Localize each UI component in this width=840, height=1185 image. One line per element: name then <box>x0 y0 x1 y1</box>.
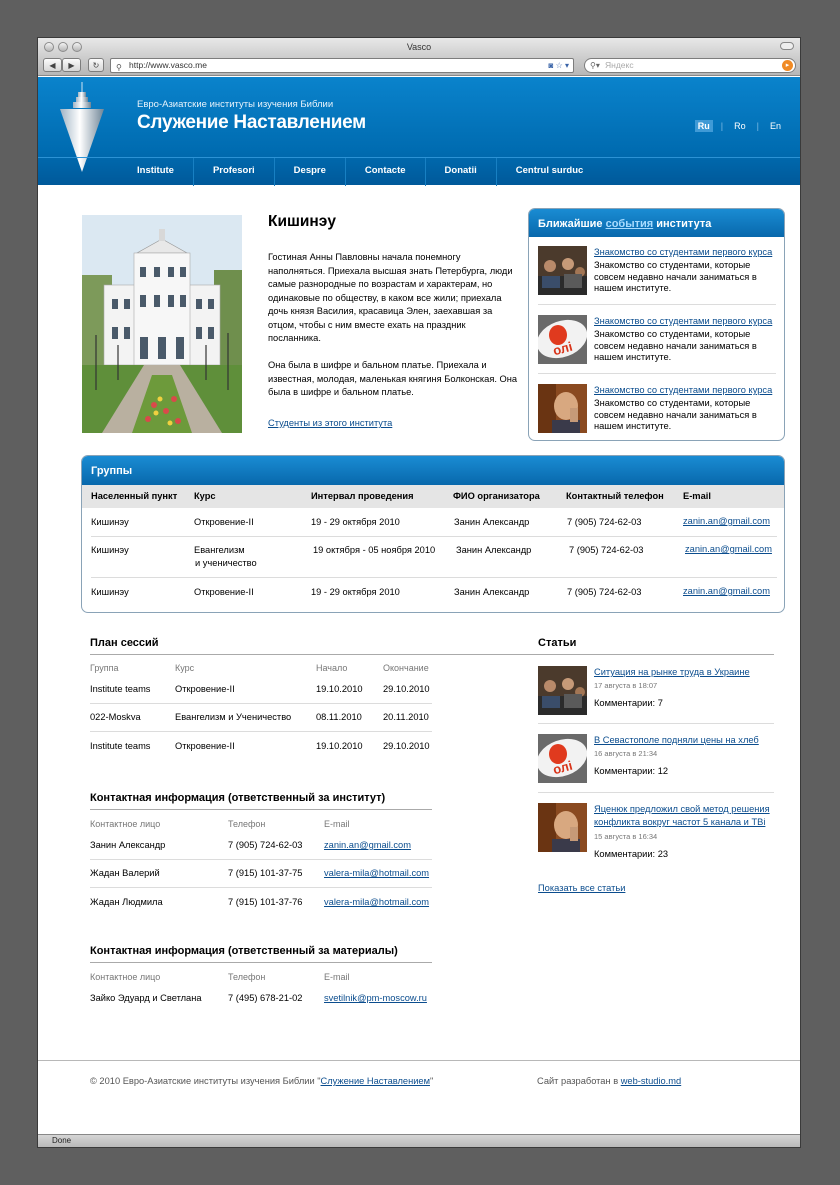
cell-interval: 19 октября - 05 ноября 2010 <box>313 545 436 555</box>
language-switcher <box>695 120 784 132</box>
cell-city: Кишинэу <box>91 587 129 597</box>
column-header: ФИО организатора <box>453 491 540 501</box>
cell-course: и ученичество <box>195 558 257 568</box>
session-course: Откровение-II <box>175 741 235 751</box>
events-panel <box>528 208 785 441</box>
session-course: Откровение-II <box>175 684 235 694</box>
event-title-link[interactable]: Знакомство со студентами первого курса <box>594 385 773 395</box>
conference-photo-icon[interactable] <box>538 666 587 715</box>
lang-separator: | <box>720 121 724 131</box>
nav-item-donatii[interactable]: Donatii <box>426 158 497 186</box>
contact-phone: 7 (915) 101-37-75 <box>228 868 303 878</box>
divider <box>91 536 777 537</box>
bookmark-star-icon[interactable]: ☆ <box>555 61 563 70</box>
column-header: Начало <box>316 663 348 673</box>
divider <box>90 859 432 860</box>
cell-phone: 7 (905) 724-62-03 <box>569 545 644 555</box>
lang-en-link[interactable]: En <box>769 121 781 131</box>
column-header: Телефон <box>228 819 266 829</box>
events-link[interactable]: события <box>605 218 654 230</box>
events-panel-title <box>529 209 784 237</box>
search-placeholder: Яндекс <box>605 60 634 70</box>
students-link[interactable]: Студенты из этого института <box>268 418 393 428</box>
nav-item-contacte[interactable]: Contacte <box>346 158 426 186</box>
developer-link[interactable]: web-studio.md <box>620 1076 682 1086</box>
session-start: 19.10.2010 <box>316 741 363 751</box>
events-title-text: института <box>653 218 712 230</box>
contact-phone: 7 (905) 724-62-03 <box>228 840 303 850</box>
contact-email-link[interactable]: valera-mila@hotmail.com <box>324 868 430 878</box>
cell-email-link[interactable]: zanin.an@gmail.com <box>683 516 770 526</box>
event-description: Знакомство со студентами, которые совсем недавно начали заниматься в нашем институте. <box>594 398 757 431</box>
page-icon: ⚲ <box>116 63 122 72</box>
event-description: Знакомство со студентами, которые совсем недавно начали заниматься в нашем институте. <box>594 329 757 362</box>
forward-arrow-icon: ▶ <box>68 60 75 70</box>
column-header: Группа <box>90 663 119 673</box>
cell-email-link[interactable]: zanin.an@gmail.com <box>683 586 770 596</box>
show-all-articles-link[interactable]: Показать все статьи <box>538 883 626 893</box>
city-paragraph: Она была в шифре и бальном платье. Приехала и известная, молодая, маленькая княгиня Болконская. Она была в шифре и бальном платье. <box>268 360 518 397</box>
institute-building-photo <box>82 215 242 433</box>
article-title-link[interactable]: Ситуация на рынке труда в Украине <box>594 667 750 677</box>
cell-city: Кишинэу <box>91 517 129 527</box>
cell-phone: 7 (905) 724-62-03 <box>567 587 642 597</box>
contact-name: Жадан Валерий <box>90 868 160 878</box>
portrait-photo-icon[interactable] <box>538 803 587 852</box>
event-item <box>538 384 776 438</box>
event-item <box>538 246 776 300</box>
divider <box>90 962 432 963</box>
cell-organizer: Занин Александр <box>454 517 530 527</box>
cell-course: Откровение-II <box>194 517 254 527</box>
site-footer <box>38 1060 800 1135</box>
column-header: E-mail <box>683 491 711 501</box>
divider <box>90 887 432 888</box>
session-group: 022-Moskva <box>90 712 141 722</box>
search-input[interactable] <box>584 58 796 73</box>
event-title-link[interactable]: Знакомство со студентами первого курса <box>594 316 773 326</box>
developer-credit <box>537 1076 681 1086</box>
contact-name: Занин Александр <box>90 840 166 850</box>
session-start: 08.11.2010 <box>316 712 362 722</box>
divider <box>90 654 774 655</box>
divider <box>538 373 776 374</box>
svg-text:олі: олі <box>551 757 575 778</box>
article-comments: Комментарии: 7 <box>594 698 663 708</box>
cell-city: Кишинэу <box>91 545 129 555</box>
contacts-institute-title: Контактная информация (ответственный за институт) <box>90 792 386 804</box>
sessions-title: План сессий <box>90 637 159 649</box>
nav-item-centrul-surduc[interactable]: Centrul surduc <box>515 165 584 176</box>
back-button[interactable] <box>43 58 62 72</box>
session-group: Institute teams <box>90 684 151 694</box>
cell-interval: 19 - 29 октября 2010 <box>311 517 400 527</box>
window-title: Vasco <box>406 42 432 52</box>
city-title: Кишинэу <box>268 213 336 230</box>
column-header: Курс <box>175 663 195 673</box>
cell-email-link[interactable]: zanin.an@gmail.com <box>685 544 772 554</box>
search-go-button[interactable]: ▸ <box>782 60 793 71</box>
divider <box>91 577 777 578</box>
reload-icon: ↻ <box>92 60 100 70</box>
portrait-photo-icon[interactable] <box>538 384 587 433</box>
site-tagline: Евро-Азиатские институты изучения Библии <box>137 99 334 110</box>
session-end: 29.10.2010 <box>383 741 430 751</box>
cell-course: Евангелизм <box>194 545 245 555</box>
cell-organizer: Занин Александр <box>454 587 530 597</box>
session-end: 29.10.2010 <box>383 684 430 694</box>
article-date: 17 августа в 18:07 <box>594 681 658 690</box>
column-header: Окончание <box>383 663 429 673</box>
divider <box>90 809 432 810</box>
article-date: 15 августа в 16:34 <box>594 832 658 841</box>
column-header: Контактный телефон <box>566 491 664 501</box>
status-bar: Done <box>38 1134 800 1147</box>
cell-interval: 19 - 29 октября 2010 <box>311 587 400 597</box>
site-title[interactable]: Служение Наставлением <box>137 112 366 133</box>
session-end: 20.11.2010 <box>383 712 429 722</box>
groups-panel-title: Группы <box>82 456 784 485</box>
lang-ru-link[interactable]: Ru <box>695 120 713 132</box>
forward-button[interactable] <box>62 58 81 72</box>
browser-toolbar <box>38 56 800 76</box>
logo-photo-icon[interactable] <box>538 315 587 364</box>
nav-item-despre[interactable]: Despre <box>275 158 346 186</box>
event-item <box>538 315 776 369</box>
nav-item-profesori[interactable]: Profesori <box>194 158 275 186</box>
article-comments: Комментарии: 23 <box>594 849 669 859</box>
nav-item-institute[interactable]: Institute <box>118 158 194 186</box>
groups-panel <box>81 455 785 613</box>
conference-photo-icon[interactable] <box>538 246 587 295</box>
column-header: Контактное лицо <box>90 972 161 982</box>
divider <box>90 731 432 732</box>
browser-window <box>37 37 801 1148</box>
cell-organizer: Занин Александр <box>456 545 532 555</box>
reload-button[interactable] <box>88 58 104 72</box>
session-start: 19.10.2010 <box>316 684 363 694</box>
article-comments: Комментарии: 12 <box>594 766 669 776</box>
svg-text:олі: олі <box>551 338 575 359</box>
divider <box>90 703 432 704</box>
contacts-materials-title: Контактная информация (ответственный за материалы) <box>90 945 398 957</box>
copyright-link[interactable]: Служение Наставлением <box>320 1076 430 1086</box>
event-description: Знакомство со студентами, которые совсем недавно начали заниматься в нашем институте. <box>594 260 757 293</box>
contact-phone: 7 (495) 678-21-02 <box>228 993 303 1003</box>
main-nav <box>38 157 800 185</box>
session-group: Institute teams <box>90 741 151 751</box>
contact-phone: 7 (915) 101-37-76 <box>228 897 303 907</box>
city-paragraph: Гостиная Анны Павловны начала понемногу наполняться. Приехала высшая знать Петербурга, люди самые разнородные по возрастам и характерам, но одинаковые по обществу, в каком все жили; приехала дочь князя Василия, красавица Элен, заехавшая за отцом, чтобы с ним вместе ехать на праздник посланника. <box>268 252 513 343</box>
column-header: Контактное лицо <box>90 819 161 829</box>
url-text: http://www.vasco.me <box>129 60 207 70</box>
article-title-link[interactable]: Яценюк предложил свой метод решения конфликта вокруг частот 5 канала и ТВi <box>594 804 770 827</box>
title-bar <box>38 38 800 56</box>
column-header: Телефон <box>228 972 266 982</box>
contact-email-link[interactable]: svetilnik@pm-moscow.ru <box>324 993 427 1003</box>
contact-email-link[interactable]: valera-mila@hotmail.com <box>324 897 430 907</box>
search-icon: ⚲▾ <box>590 61 600 70</box>
column-header: E-mail <box>324 972 350 982</box>
article-date: 16 августа в 21:34 <box>594 749 658 758</box>
toolbar-toggle-button[interactable] <box>780 42 794 50</box>
groups-table-header <box>82 485 784 508</box>
contact-name: Зайко Эдуард и Светлана <box>90 993 202 1003</box>
lang-separator: | <box>756 121 759 131</box>
site-header <box>38 77 800 185</box>
column-header: Населенный пункт <box>91 491 178 501</box>
rss-icon[interactable]: ◙ <box>548 61 554 70</box>
divider <box>538 304 776 305</box>
logo-photo-icon[interactable] <box>538 734 587 783</box>
divider <box>538 792 774 793</box>
dropdown-arrow-icon[interactable]: ▾ <box>564 61 569 70</box>
column-header: Курс <box>194 491 216 501</box>
event-title-link[interactable]: Знакомство со студентами первого курса <box>594 247 773 257</box>
back-arrow-icon: ◀ <box>49 60 56 70</box>
article-title-link[interactable]: В Севастополе подняли цены на хлеб <box>594 735 759 745</box>
address-bar[interactable] <box>110 58 574 73</box>
contact-email-link[interactable]: zanin.an@gmail.com <box>324 840 411 850</box>
copyright-text: © 2010 Евро-Азиатские институты изучения Библии " <box>90 1076 321 1086</box>
lang-ro-link[interactable]: Ro <box>734 121 746 131</box>
copyright-text: " <box>429 1076 434 1086</box>
column-header: E-mail <box>324 819 350 829</box>
credit-text: Сайт разработан в <box>537 1076 621 1086</box>
articles-title: Статьи <box>538 637 577 649</box>
copyright <box>90 1076 433 1086</box>
column-header: Интервал проведения <box>311 491 414 501</box>
city-description <box>268 251 518 413</box>
cell-phone: 7 (905) 724-62-03 <box>567 517 642 527</box>
divider <box>538 723 774 724</box>
cell-course: Откровение-II <box>194 587 254 597</box>
events-title-text: Ближайшие <box>538 218 606 230</box>
contact-name: Жадан Людмила <box>90 897 163 907</box>
session-course: Евангелизм и Ученичество <box>175 712 292 722</box>
